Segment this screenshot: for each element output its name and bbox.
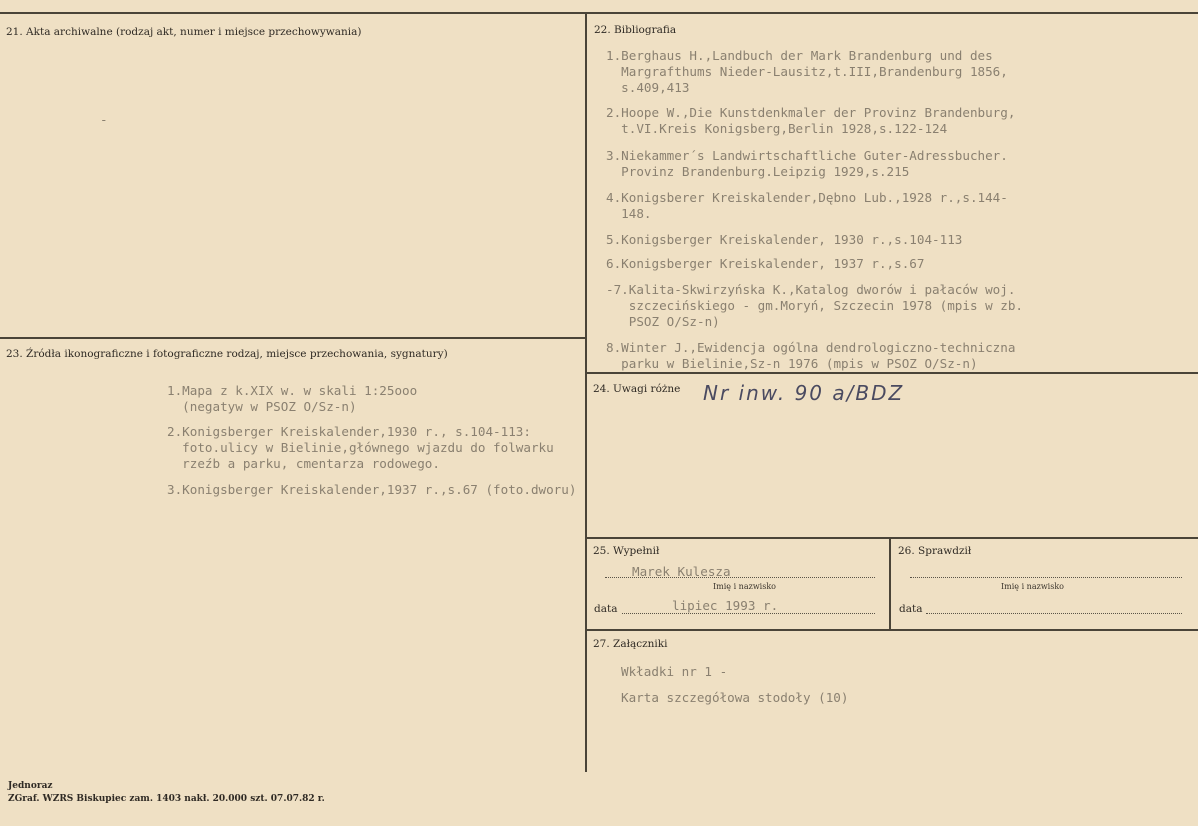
filled-by-name-caption: Imię i nazwisko bbox=[713, 582, 776, 591]
divider-24-25 bbox=[586, 537, 1198, 539]
bibliography-entry: 2.Hoope W.,Die Kunstdenkmaler der Provinz Brandenburg, t.VI.Kreis Konigsberg,Berlin 1928,s.122-124 bbox=[606, 105, 1016, 136]
bibliography-entry: 5.Konigsberger Kreiskalender, 1930 r.,s.104-113 bbox=[606, 232, 963, 247]
checked-by-date-line bbox=[926, 613, 1182, 614]
bibliography-entry: 4.Konigsberer Kreiskalender,Dębno Lub.,1928 r.,s.144- 148. bbox=[606, 190, 1008, 221]
section-22-header: 22. Bibliografia bbox=[594, 24, 677, 36]
checked-by-name-line bbox=[910, 577, 1182, 578]
top-border bbox=[0, 12, 1198, 14]
footer-line-2: ZGraf. WZRS Biskupiec zam. 1403 nakł. 20.000 szt. 07.07.82 r. bbox=[8, 794, 325, 804]
section-25-header: 25. Wypełnił bbox=[593, 545, 660, 557]
attachment-line-1: Wkładki nr 1 - bbox=[621, 664, 728, 679]
filled-by-date-label: data bbox=[594, 603, 618, 615]
checked-by-name-caption: Imię i nazwisko bbox=[1001, 582, 1064, 591]
iconography-entry: 2.Konigsberger Kreiskalender,1930 r., s.104-113: foto.ulicy w Bielinie,głównego wjazdu do folwarku rzeźb a parku, cmentarza rodowego. bbox=[167, 424, 554, 471]
attachment-line-2: Karta szczegółowa stodoły (10) bbox=[621, 690, 849, 705]
bibliography-entry: 8.Winter J.,Ewidencja ogólna dendrologiczno-techniczna parku w Bielinie,Sz-n 1976 (mpis w PSOZ O/Sz-n) bbox=[606, 340, 1016, 371]
divider-25-26 bbox=[889, 537, 891, 630]
section-23-header: 23. Źródła ikonograficzne i fotograficzne rodzaj, miejsce przechowania, sygnatury) bbox=[6, 348, 448, 360]
divider-21-23 bbox=[0, 337, 586, 339]
divider-25-27 bbox=[586, 629, 1198, 631]
filled-by-name-line bbox=[605, 577, 875, 578]
bibliography-entry: 3.Niekammer´s Landwirtschaftliche Guter-Adressbucher. Provinz Brandenburg.Leipzig 1929,s.215 bbox=[606, 148, 1008, 179]
checked-by-date-label: data bbox=[899, 603, 923, 615]
section-26-header: 26. Sprawdził bbox=[898, 545, 972, 557]
section-21-mark: - bbox=[100, 112, 108, 127]
section-27-header: 27. Załączniki bbox=[593, 638, 668, 650]
section-24-header: 24. Uwagi różne bbox=[593, 383, 681, 395]
filled-by-date-line bbox=[622, 613, 875, 614]
bibliography-entry: 1.Berghaus H.,Landbuch der Mark Brandenburg und des Margrafthums Nieder-Lausitz,t.III,Brandenburg 1856, s.409,413 bbox=[606, 48, 1008, 95]
section-21-header: 21. Akta archiwalne (rodzaj akt, numer i miejsce przechowywania) bbox=[6, 26, 362, 38]
vertical-divider bbox=[585, 12, 587, 772]
inventory-handwriting: Nr inw. 90 a/BDZ bbox=[703, 381, 905, 405]
filled-by-name: Marek Kulesza bbox=[632, 564, 731, 579]
footer-line-1: Jednoraz bbox=[8, 781, 53, 791]
bibliography-entry: -7.Kalita-Skwirzyńska K.,Katalog dworów i pałaców woj. szczecińskiego - gm.Moryń, Szczecin 1978 (mpis w zb. PSOZ O/Sz-n) bbox=[606, 282, 1024, 329]
iconography-entry: 3.Konigsberger Kreiskalender,1937 r.,s.67 (foto.dworu) bbox=[167, 482, 577, 497]
iconography-entry: 1.Mapa z k.XIX w. w skali 1:25ooo (negatyw w PSOZ O/Sz-n) bbox=[167, 383, 418, 414]
divider-22-24 bbox=[586, 372, 1198, 374]
filled-by-date: lipiec 1993 r. bbox=[672, 598, 779, 613]
bibliography-entry: 6.Konigsberger Kreiskalender, 1937 r.,s.67 bbox=[606, 256, 925, 271]
